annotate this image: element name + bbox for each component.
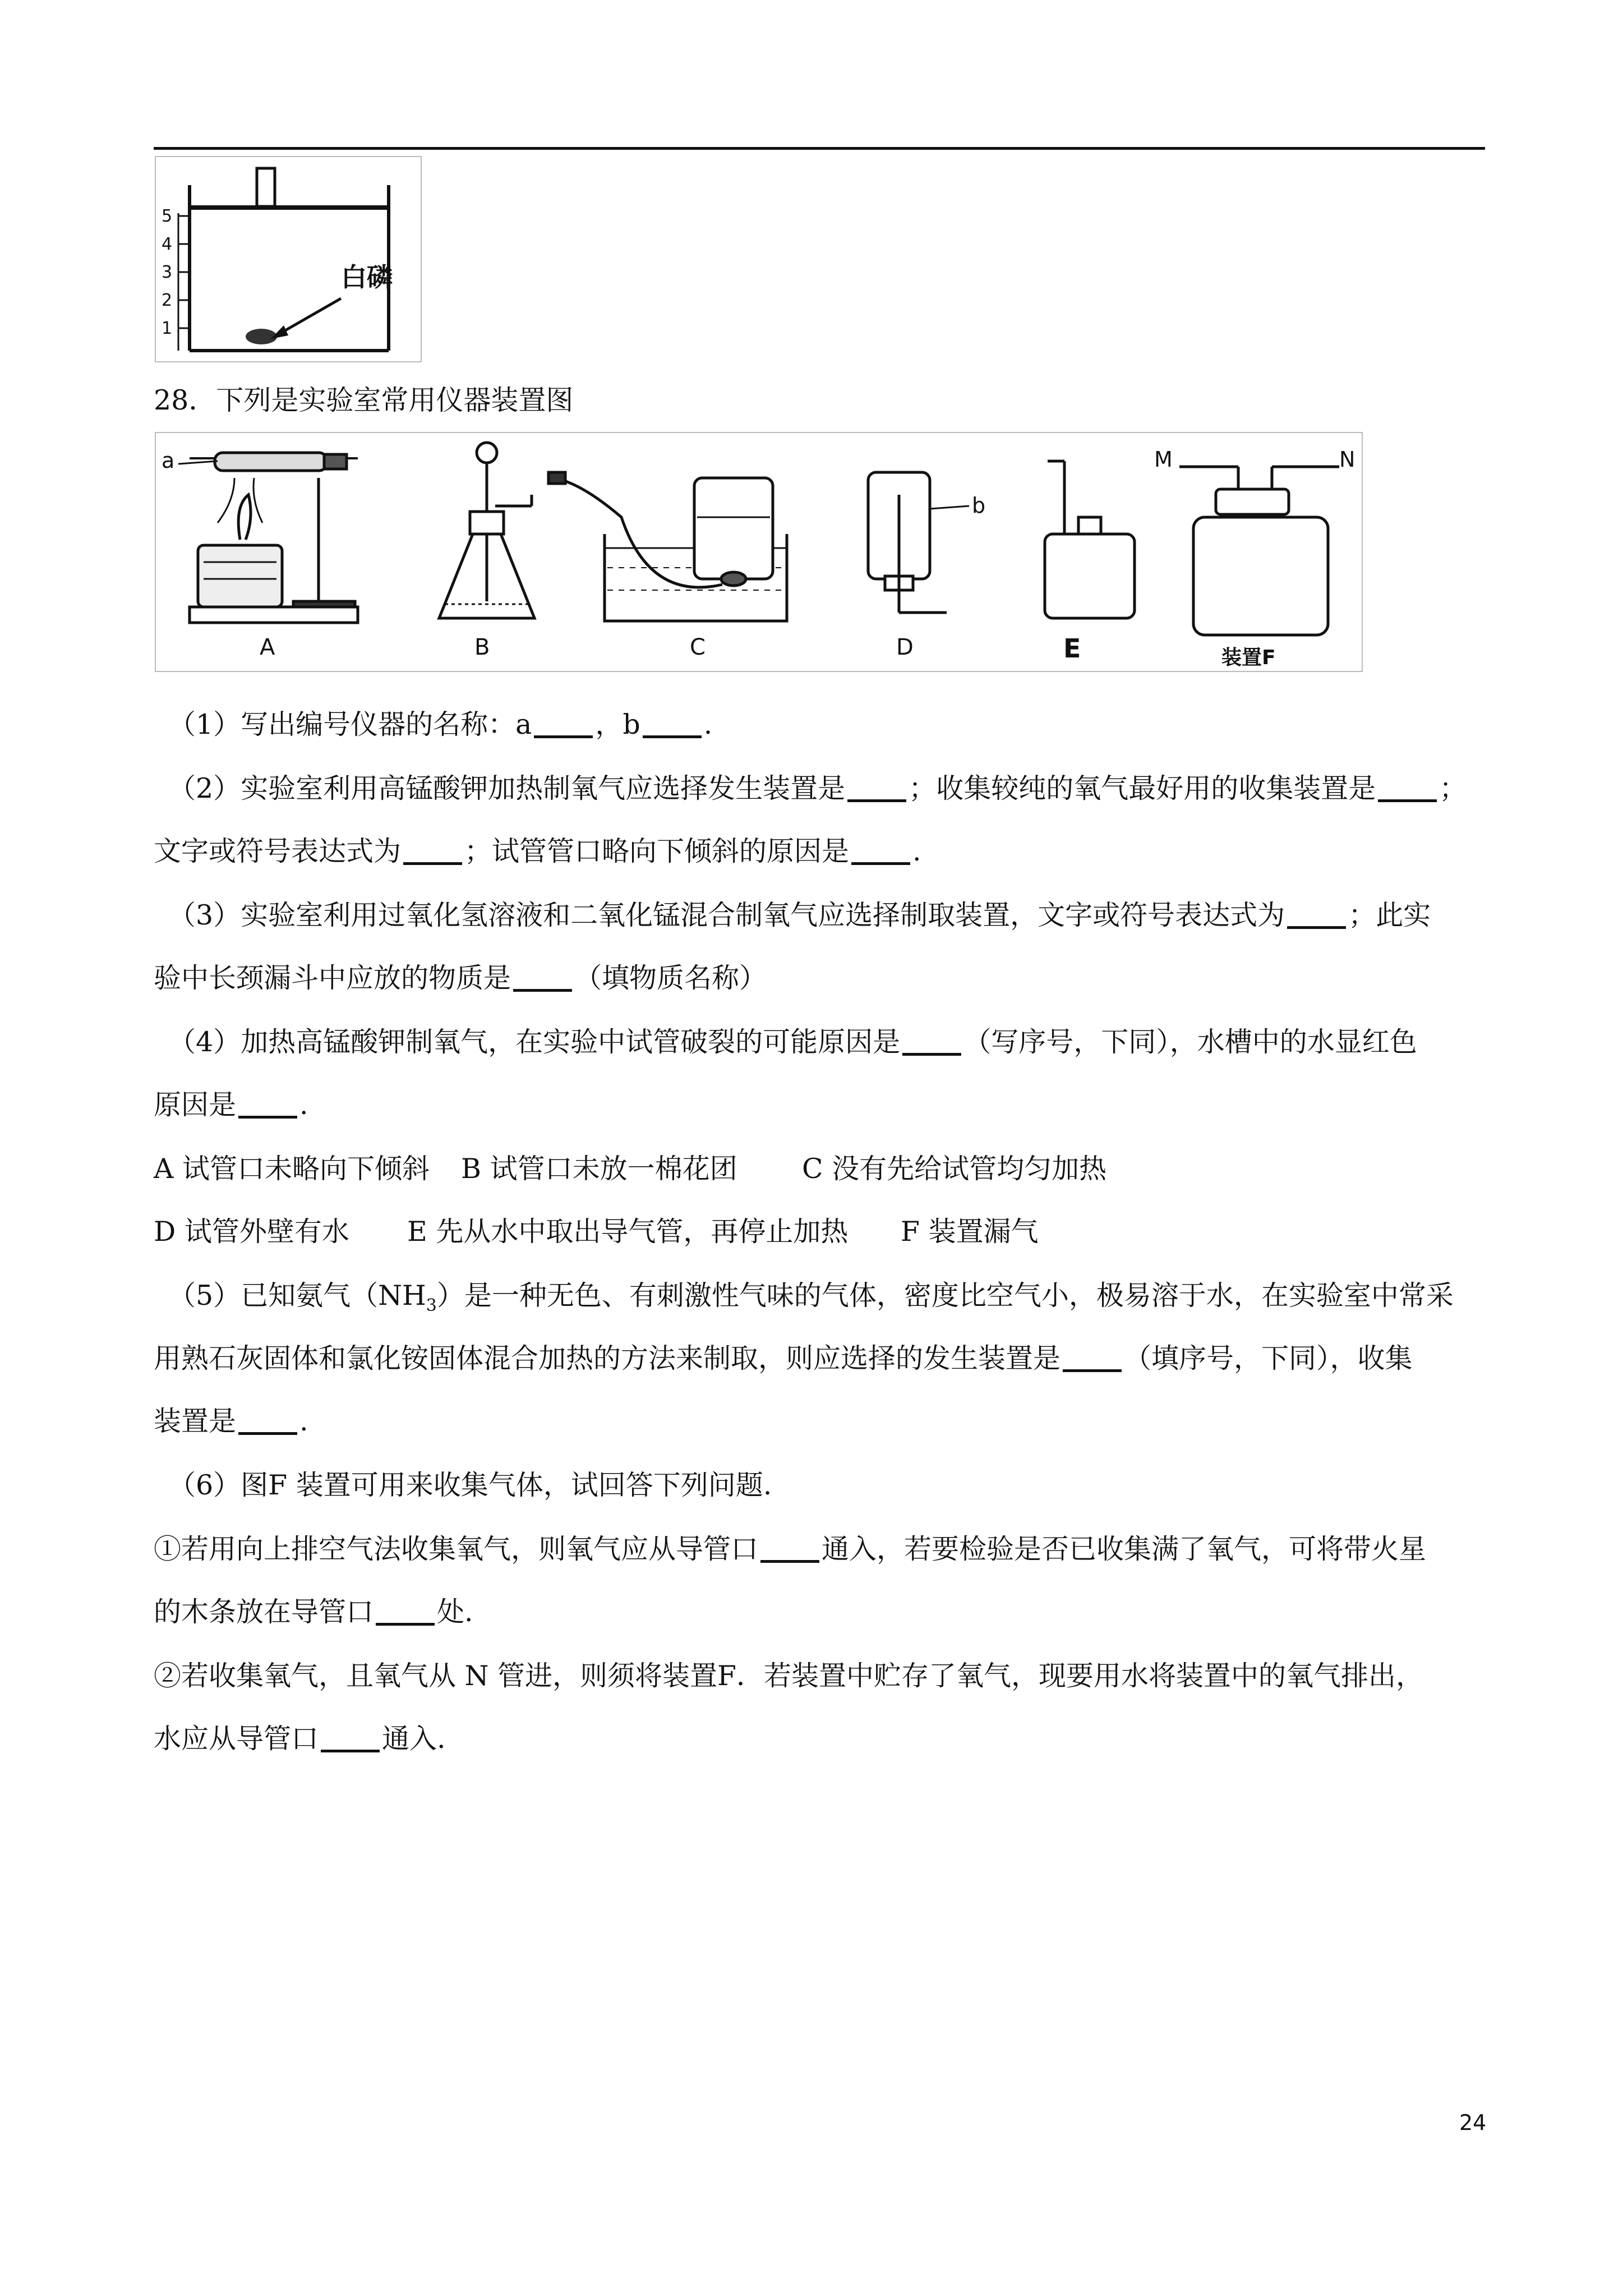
marker-b: b [972,493,986,518]
q2-mid: ；收集较纯的氧气最好用的收集装置是 [909,772,1376,804]
apparatus-E [1045,461,1135,618]
q2-prefix: （2）实验室利用高锰酸钾加热制氧气应选择发生装置是 [168,772,846,804]
label-C: C [690,634,706,660]
q6a-line-2 [154,1595,473,1629]
q3-prefix: （3）实验室利用过氧化氢溶液和二氧化锰混合制氧气应选择制取装置，文字或符号表达式为 [168,899,1285,931]
marker-N: N [1339,447,1355,472]
q2-l2-mid: ；试管管口略向下倾斜的原因是 [464,835,850,867]
options-line-2 [154,1215,1039,1249]
page-number: 24 [1459,2110,1487,2135]
q4-l2-prefix: 原因是 [154,1089,237,1121]
scale-label-5: 5 [162,206,173,226]
label-F: 装置F [1221,646,1276,669]
label-A: A [260,634,275,660]
q3-line-2 [154,961,767,995]
marker-M: M [1154,447,1173,472]
q1-mid: ，b [595,708,640,740]
q4-end: （写序号，下同），水槽中的水显红色 [963,1026,1417,1058]
option-B: B 试管口未放一棉花团 [461,1153,737,1185]
q3-l2-end: （填物质名称） [574,962,767,994]
q6a-prefix: ①若用向上排空气法收集氧气，则氧气应从导管口 [154,1533,759,1565]
q3-line-1 [168,899,1431,932]
q6b-line-1 [154,1659,1423,1693]
q3-l2-prefix: 验中长颈漏斗中应放的物质是 [154,962,511,994]
apparatus-B [439,443,534,618]
answer-blank-q6b-water[interactable] [321,1727,380,1752]
q5-rest: ）是一种无色、有刺激性气味的气体，密度比空气小，极易溶于水，在实验室中常采 [436,1280,1454,1312]
q4-line-2 [154,1088,308,1122]
q5-l2-prefix: 用熟石灰固体和氯化铵固体混合加热的方法来制取，则应选择的发生装置是 [154,1342,1061,1374]
scale-label-3: 3 [162,263,173,282]
apparatus-F [1179,467,1339,635]
q4-line-1 [168,1025,1417,1059]
q6b-l2-prefix: 水应从导管口 [154,1723,319,1755]
q1-prefix: （1）写出编号仪器的名称：a [168,708,532,740]
q5-line-3 [154,1405,308,1438]
option-E: E 先从水中取出导气管，再停止加热 [407,1216,849,1248]
answer-blank-q4-red[interactable] [238,1093,297,1119]
option-C: C 没有先给试管均匀加热 [802,1153,1107,1185]
q5-subscript: 3 [426,1295,437,1315]
q3-end: ；此实 [1348,899,1431,931]
q2-end: ； [1439,772,1467,804]
answer-blank-a[interactable] [534,713,593,738]
answer-blank-q2-expr[interactable] [403,840,462,865]
question-title: 28．下列是实验室常用仪器装置图 [154,384,574,416]
q2-line-1 [168,772,1467,806]
option-D: D 试管外壁有水 [154,1216,349,1248]
answer-blank-q6a-check[interactable] [376,1600,435,1626]
answer-blank-q4-crack[interactable] [902,1030,961,1056]
q5-prefix: （5）已知氨气（NH [168,1280,426,1312]
q1-line [168,708,712,742]
label-D: D [896,634,914,660]
q6-intro: （6）图F 装置可用来收集气体，试回答下列问题. [168,1469,772,1501]
answer-blank-q2-coll[interactable] [1378,777,1437,802]
q5-line-2 [154,1342,1413,1375]
q4-prefix: （4）加热高锰酸钾制氧气，在实验中试管破裂的可能原因是 [168,1026,901,1058]
answer-blank-q2-gen[interactable] [847,777,906,802]
label-B: B [474,634,490,660]
q5-l3-end: . [299,1405,308,1437]
header-rule [154,147,1485,150]
q6b-text: ②若收集氧气，且氧气从 N 管进，则须将装置F．若装置中贮存了氧气，现要用水将装置中的氧气排出， [154,1660,1424,1692]
apparatus-A [190,453,358,623]
answer-blank-q3-expr[interactable] [1287,904,1346,929]
answer-blank-q2-reason[interactable] [851,840,910,865]
options-line-1 [154,1152,1107,1186]
q6b-l2-end: 通入. [382,1723,446,1755]
q5-l2-end: （填序号，下同），收集 [1124,1342,1413,1374]
q6-line-1 [168,1469,772,1502]
q4-l2-end: . [299,1089,308,1121]
marker-a: a [162,448,175,473]
answer-blank-q3-substance[interactable] [513,967,572,992]
label-E: E [1063,633,1081,664]
answer-blank-q5-gen[interactable] [1063,1347,1122,1372]
scale-label-2: 2 [162,291,173,310]
answer-blank-q5-coll[interactable] [238,1410,297,1435]
apparatus-C [548,472,787,621]
q6a-line-1 [154,1533,1426,1566]
q6a-end: 通入，若要检验是否已收集满了氧气，可将带火星 [822,1533,1427,1565]
q2-line-2 [154,835,921,868]
apparatus-figure [155,432,1363,672]
q5-line-1 [168,1279,1454,1323]
apparatus-D [868,472,969,613]
scale-label-4: 4 [162,234,173,254]
q6a-l2-end: 处. [437,1596,473,1628]
q1-end: . [703,708,713,740]
phosphorus-blob [246,329,277,344]
q2-l2-prefix: 文字或符号表达式为 [154,835,402,867]
answer-blank-q6a-inlet[interactable] [760,1538,819,1563]
q6b-line-2 [154,1722,446,1756]
q5-l3-prefix: 装置是 [154,1405,237,1437]
phosphorus-label: 白磷 [341,262,393,292]
answer-blank-b[interactable] [643,713,702,738]
white-phosphorus-figure [155,156,422,362]
q6a-l2-prefix: 的木条放在导管口 [154,1596,374,1628]
option-A: A 试管口未略向下倾斜 [154,1153,430,1185]
option-F: F 装置漏气 [901,1216,1039,1248]
scale-label-1: 1 [162,319,173,338]
q2-l2-end: . [912,835,921,867]
